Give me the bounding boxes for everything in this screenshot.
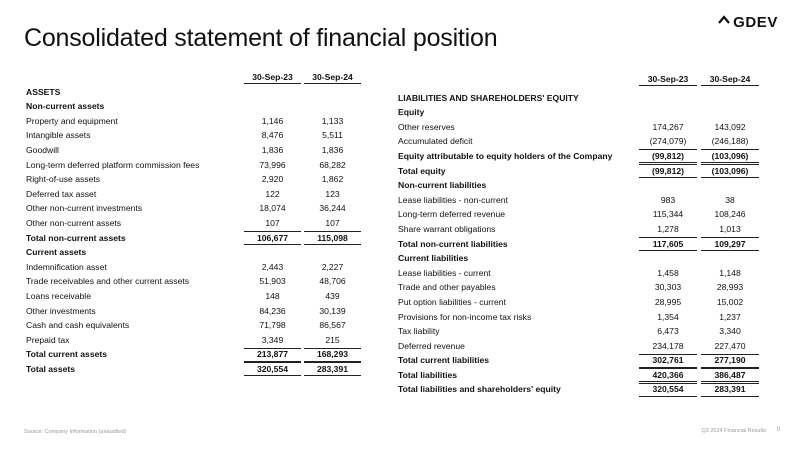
row-value (639, 178, 697, 192)
row-value: 320,554 (244, 362, 301, 376)
table-row (26, 85, 376, 100)
table-row (26, 362, 376, 377)
table-row (26, 201, 376, 216)
table-row (398, 120, 770, 135)
table-row (26, 274, 376, 289)
table-row (26, 347, 376, 362)
row-label: Non-current liabilities (398, 180, 487, 191)
row-value: 108,246 (714, 209, 746, 220)
row-value: 68,282 (319, 159, 346, 170)
row-value: 106,677 (244, 231, 301, 245)
row-label: Right-of-use assets (26, 174, 101, 185)
row-value (244, 245, 301, 259)
row-value: 30,303 (654, 282, 682, 293)
row-value: (103,096) (701, 164, 759, 178)
table-row (26, 158, 376, 173)
row-value: 73,996 (259, 159, 286, 170)
row-value: 283,391 (701, 383, 759, 397)
row-label: Equity attributable to equity holders of the Company (398, 150, 613, 161)
row-value: 2,227 (321, 261, 344, 272)
row-value: 1,013 (719, 223, 741, 234)
row-label: Long-term deferred platform commission fees (26, 159, 200, 170)
table-row (26, 245, 376, 260)
row-label: Trade receivables and other current assets (26, 276, 190, 287)
row-value (701, 178, 759, 192)
row-value: 5,511 (322, 130, 343, 141)
table-row (26, 289, 376, 304)
row-value: 148 (265, 290, 280, 301)
table-row (26, 304, 376, 319)
row-value: 420,366 (639, 368, 697, 382)
row-label: Other reserves (398, 121, 455, 132)
row-label: Total current assets (26, 349, 108, 360)
table-row (398, 134, 770, 149)
column-header: 30-Sep-23 (639, 72, 697, 86)
table-row (398, 237, 770, 252)
row-label: Equity (398, 107, 425, 118)
table-row (26, 143, 376, 158)
table-row (398, 149, 770, 164)
row-value: 28,995 (654, 296, 682, 307)
row-value: 1,237 (719, 311, 741, 322)
row-value: 439 (325, 290, 340, 301)
column-header: 30-Sep-23 (244, 70, 301, 84)
row-label: Put option liabilities - current (398, 296, 506, 307)
row-value (244, 85, 301, 99)
table-row (398, 295, 770, 310)
table-row (398, 368, 770, 383)
row-value (304, 245, 361, 259)
row-label: Total current liabilities (398, 355, 490, 366)
row-value: 213,877 (244, 348, 301, 362)
row-value: 386,487 (701, 368, 759, 382)
row-value: 48,706 (319, 276, 346, 287)
table-row (398, 91, 770, 106)
row-label: Intangible assets (26, 130, 91, 141)
row-label: Lease liabilities - current (398, 267, 491, 278)
row-value: 227,470 (714, 340, 746, 351)
row-value (304, 99, 361, 113)
table-row (398, 222, 770, 237)
row-value: 71,798 (259, 320, 286, 331)
row-label: Share warrant obligations (398, 223, 496, 234)
row-value: (99,812) (639, 164, 697, 178)
row-value: 2,443 (261, 261, 284, 272)
row-label: Total liabilities and shareholders' equity (398, 384, 561, 395)
table-row (398, 324, 770, 339)
table-row (398, 382, 770, 397)
row-value: 18,074 (259, 203, 286, 214)
page-title: Consolidated statement of financial position (24, 24, 498, 52)
row-label: Other non-current investments (26, 203, 143, 214)
table-row (398, 266, 770, 281)
assets-table (26, 70, 376, 376)
row-value: 1,133 (321, 115, 344, 126)
table-row (398, 251, 770, 266)
row-value: 168,293 (304, 348, 361, 362)
row-value: 174,267 (652, 121, 684, 132)
page-number: 9 (776, 427, 780, 433)
row-value: 30,139 (319, 305, 346, 316)
row-value: 320,554 (639, 383, 697, 397)
row-value (304, 85, 361, 99)
table-header-row (26, 70, 376, 85)
row-value: 277,190 (701, 354, 759, 368)
company-logo (718, 14, 778, 31)
row-value (701, 91, 759, 105)
row-label: ASSETS (26, 86, 61, 97)
row-label: Total non-current liabilities (398, 238, 508, 249)
table-header-row (398, 72, 770, 87)
row-value: 36,244 (319, 203, 346, 214)
row-value: 107 (265, 217, 280, 228)
table-row (398, 310, 770, 325)
row-value: 115,344 (652, 209, 684, 220)
table-row (26, 114, 376, 129)
table-row (398, 193, 770, 208)
row-label: Total equity (398, 165, 446, 176)
row-value (701, 105, 759, 119)
row-value (639, 91, 697, 105)
table-row (398, 339, 770, 354)
table-row (398, 207, 770, 222)
liabilities-equity-table (398, 72, 770, 397)
row-label: Loans receivable (26, 290, 91, 301)
table-row (398, 164, 770, 179)
table-row (26, 260, 376, 275)
row-value: 1,862 (321, 174, 344, 185)
row-value: (99,812) (639, 149, 697, 163)
table-row (398, 280, 770, 295)
column-header: 30-Sep-24 (304, 70, 361, 84)
table-row (26, 172, 376, 187)
row-value (244, 99, 301, 113)
row-value (639, 105, 697, 119)
row-value: (246,188) (711, 136, 749, 147)
row-label: Total non-current assets (26, 232, 126, 243)
row-label: Non-current assets (26, 101, 105, 112)
row-value: 123 (325, 188, 340, 199)
row-value: 1,146 (261, 115, 284, 126)
row-value: 1,836 (261, 144, 284, 155)
row-label: Other investments (26, 305, 96, 316)
row-label: Total assets (26, 363, 76, 374)
row-value (639, 251, 697, 265)
row-value: 1,148 (719, 267, 741, 278)
row-value: 122 (265, 188, 280, 199)
row-value: 107 (325, 217, 340, 228)
row-label: Other non-current assets (26, 217, 122, 228)
row-value: 86,567 (319, 320, 346, 331)
row-label: Lease liabilities - non-current (398, 194, 508, 205)
row-value: 15,002 (716, 296, 744, 307)
table-row (26, 187, 376, 202)
row-value: (103,096) (701, 149, 759, 163)
row-label: Cash and cash equivalents (26, 320, 130, 331)
row-label: Total liabilities (398, 369, 458, 380)
row-value: 1,836 (321, 144, 344, 155)
row-value: 3,349 (261, 334, 284, 345)
row-value: 6,473 (657, 326, 679, 337)
row-value: 3,340 (719, 326, 741, 337)
row-label: Property and equipment (26, 115, 118, 126)
row-label: Tax liability (398, 326, 440, 337)
row-value: 215 (325, 334, 340, 345)
table-row (26, 318, 376, 333)
source-note: Source: Company Information (unaudited) (24, 429, 127, 435)
row-label: LIABILITIES AND SHAREHOLDERS' EQUITY (398, 92, 579, 103)
table-row (26, 216, 376, 231)
row-value: 1,458 (657, 267, 679, 278)
row-value: 234,178 (652, 340, 684, 351)
row-label: Current assets (26, 247, 87, 258)
gdev-chevron-icon (718, 15, 730, 25)
row-value: (274,079) (649, 136, 687, 147)
row-label: Deferred revenue (398, 340, 465, 351)
row-value (701, 251, 759, 265)
row-label: Deferred tax asset (26, 188, 97, 199)
table-row (26, 333, 376, 348)
table-row (398, 105, 770, 120)
row-label: Long-term deferred revenue (398, 209, 506, 220)
table-row (398, 178, 770, 193)
row-value: 28,993 (716, 282, 744, 293)
row-label: Provisions for non-income tax risks (398, 311, 532, 322)
row-value: 283,391 (304, 362, 361, 376)
row-label: Indemnification asset (26, 261, 107, 272)
row-value: 117,605 (639, 237, 697, 251)
row-value: 8,476 (261, 130, 284, 141)
table-row (26, 231, 376, 246)
table-row (398, 353, 770, 368)
report-name: Q3 2024 Financial Results (701, 428, 766, 434)
row-value: 109,297 (701, 237, 759, 251)
row-value: 51,903 (259, 276, 286, 287)
row-label: Goodwill (26, 144, 59, 155)
row-value: 143,092 (714, 121, 746, 132)
row-value: 84,236 (259, 305, 286, 316)
table-row (26, 128, 376, 143)
row-value: 2,920 (261, 174, 284, 185)
row-label: Accumulated deficit (398, 136, 473, 147)
row-value: 983 (660, 194, 676, 205)
table-row (26, 99, 376, 114)
row-value: 302,761 (639, 354, 697, 368)
row-label: Prepaid tax (26, 334, 70, 345)
row-value: 1,278 (657, 223, 679, 234)
row-label: Current liabilities (398, 253, 469, 264)
row-label: Trade and other payables (398, 282, 496, 293)
row-value: 115,098 (304, 231, 361, 245)
row-value: 1,354 (657, 311, 679, 322)
logo-text: GDEV (733, 14, 778, 31)
column-header: 30-Sep-24 (701, 72, 759, 86)
row-value: 38 (725, 194, 735, 205)
